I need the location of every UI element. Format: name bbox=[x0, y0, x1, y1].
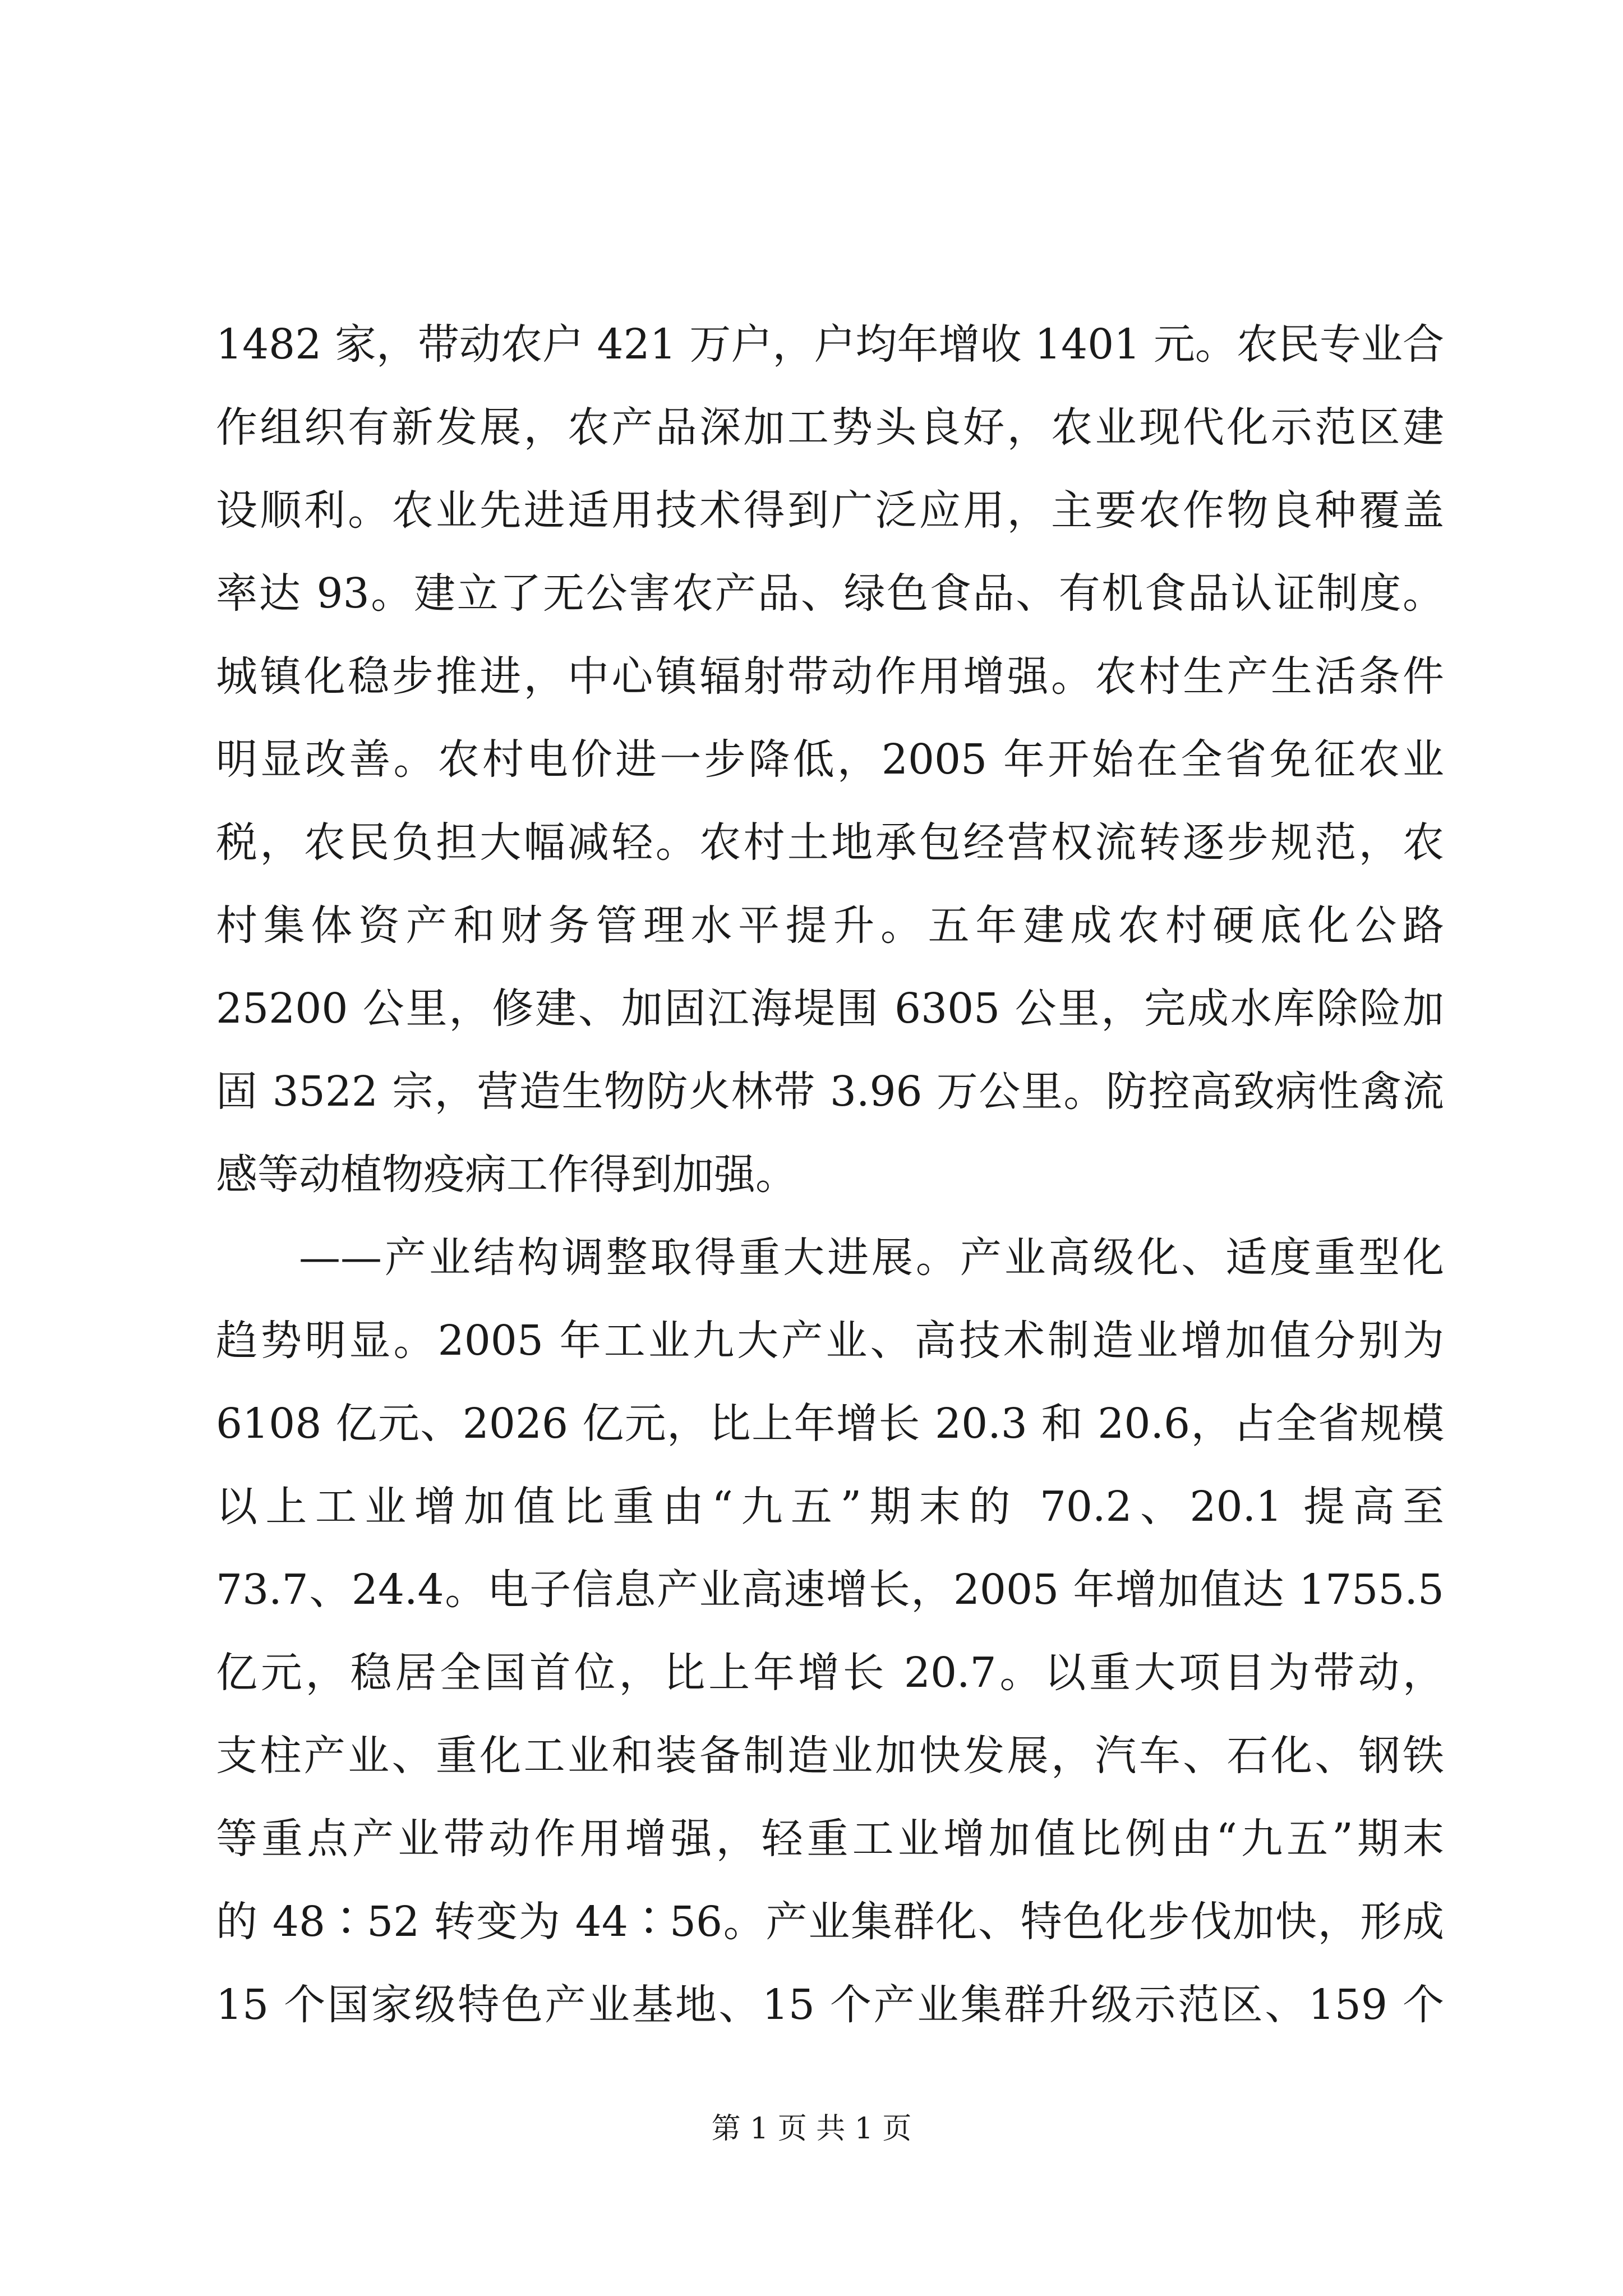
body-text bbox=[216, 303, 1444, 2046]
text-line: 支柱产业、重化工业和装备制造业加快发展，汽车、石化、钢铁 bbox=[216, 1732, 1444, 1780]
text-line: 15 个国家级特色产业基地、15 个产业集群升级示范区、159 个 bbox=[216, 1981, 1444, 2029]
text-line: ——产业结构调整取得重大进展。产业高级化、适度重型化 bbox=[299, 1234, 1444, 1282]
text-line: 6108 亿元、2026 亿元，比上年增长 20.3 和 20.6，占全省规模 bbox=[216, 1400, 1444, 1448]
text-line: 1482 家，带动农户 421 万户，户均年增收 1401 元。农民专业合 bbox=[216, 320, 1444, 369]
text-line: 村集体资产和财务管理水平提升。五年建成农村硬底化公路 bbox=[216, 901, 1444, 950]
text-line: 设顺利。农业先进适用技术得到广泛应用，主要农作物良种覆盖 bbox=[216, 486, 1444, 535]
text-line: 固 3522 宗，营造生物防火林带 3.96 万公里。防控高致病性禽流 bbox=[216, 1068, 1444, 1116]
text-line: 的 48∶52 转变为 44∶56。产业集群化、特色化步伐加快，形成 bbox=[216, 1898, 1444, 1946]
text-line: 明显改善。农村电价进一步降低，2005 年开始在全省免征农业 bbox=[216, 735, 1444, 784]
text-line: 城镇化稳步推进，中心镇辐射带动作用增强。农村生产生活条件 bbox=[216, 652, 1444, 701]
text-line: 税，农民负担大幅减轻。农村土地承包经营权流转逐步规范，农 bbox=[216, 818, 1444, 867]
text-line: 亿元，稳居全国首位，比上年增长 20.7。以重大项目为带动， bbox=[216, 1649, 1444, 1697]
text-line: 等重点产业带动作用增强，轻重工业增加值比例由“九五”期末 bbox=[216, 1815, 1444, 1863]
text-line: 以上工业增加值比重由“九五”期末的 70.2、20.1 提高至 bbox=[216, 1483, 1444, 1531]
text-line: 作组织有新发展，农产品深加工势头良好，农业现代化示范区建 bbox=[216, 403, 1444, 452]
page-number-label: 第 1 页 共 1 页 bbox=[711, 2112, 912, 2146]
text-line: 73.7、24.4。电子信息产业高速增长，2005 年增加值达 1755.5 bbox=[216, 1566, 1444, 1614]
text-line: 25200 公里，修建、加固江海堤围 6305 公里，完成水库除险加 bbox=[216, 984, 1444, 1033]
text-line: 感等动植物疫病工作得到加强。 bbox=[216, 1151, 797, 1199]
text-line: 趋势明显。2005 年工业九大产业、高技术制造业增加值分别为 bbox=[216, 1317, 1444, 1365]
text-line: 率达 93。建立了无公害农产品、绿色食品、有机食品认证制度。 bbox=[216, 569, 1444, 618]
page-footer bbox=[0, 2109, 1623, 2148]
